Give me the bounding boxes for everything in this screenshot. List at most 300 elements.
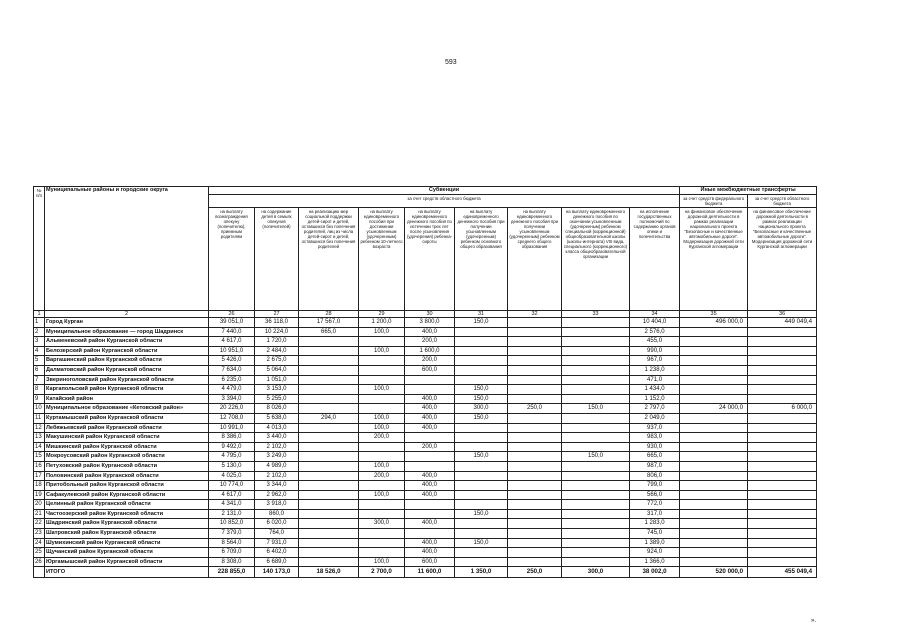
column-header-34: на исполнение государственных полномочий по содержанию органов опеки и попечительства [630,208,680,311]
value-cell: 2 700,0 [359,567,405,578]
value-cell [455,356,508,366]
district-name: Частоозерский район Курганской области [45,509,209,519]
value-cell: 8 026,0 [255,404,299,414]
value-cell [680,413,748,423]
column-header-35: на финансовое обеспечение дорожной деятельности в рамках реализации национального проекта "Безопасные и качественные автомобильные дороги". Модернизация дорожной сети Курганской агломерации [680,208,748,311]
column-number: 1 [34,311,45,318]
row-number: 24 [34,538,45,548]
value-cell: 10 951,0 [209,346,255,356]
value-cell [680,557,748,567]
value-cell [680,346,748,356]
row-number: 15 [34,452,45,462]
value-cell: 449 049,4 [748,318,817,328]
value-cell: 18 526,0 [299,567,359,578]
value-cell: 150,0 [455,413,508,423]
value-cell [508,529,562,539]
value-cell [562,413,630,423]
value-cell [680,548,748,558]
value-cell: 860,0 [255,509,299,519]
column-header-27: на содержание детей в семьях опекунов (попечителей) [255,208,299,311]
value-cell: 400,0 [405,538,455,548]
value-cell: 36 118,0 [255,318,299,328]
district-name: Щучанский район Курганской области [45,548,209,558]
value-cell: 4 341,0 [209,500,255,510]
value-cell [455,442,508,452]
value-cell: 455,0 [630,337,680,347]
row-number [34,567,45,578]
value-cell: 17 567,0 [299,318,359,328]
value-cell: 6 709,0 [209,548,255,558]
value-cell: 2 049,0 [630,413,680,423]
value-cell: 2 962,0 [255,490,299,500]
row-number: 5 [34,356,45,366]
table-row [34,394,817,404]
value-cell [680,509,748,519]
table-row [34,318,817,328]
value-cell: 1 434,0 [630,385,680,395]
value-cell: 400,0 [405,423,455,433]
value-cell [299,404,359,414]
value-cell [405,461,455,471]
value-cell [748,394,817,404]
column-header-32: на выплату единовременного денежного пособия при получении усыновленным (удочеренным) ребенком среднего общего образования [508,208,562,311]
row-number: 4 [34,346,45,356]
row-number: 14 [34,442,45,452]
value-cell [508,490,562,500]
row-number: 11 [34,413,45,423]
value-cell [562,509,630,519]
value-cell: 150,0 [455,394,508,404]
district-name: Юргамышский район Курганской области [45,557,209,567]
table-row [34,404,817,414]
district-name: Белозерский район Курганской области [45,346,209,356]
table-row [34,538,817,548]
value-cell [299,529,359,539]
value-cell [562,433,630,443]
value-cell: 1 283,0 [630,519,680,529]
value-cell [748,548,817,558]
value-cell: 2 131,0 [209,509,255,519]
column-header-30: на выплату единовременного денежного пособия по истечении трех лет после усыновления (удочерения) ребенка-сироты [405,208,455,311]
value-cell [455,529,508,539]
value-cell: 764,0 [255,529,299,539]
row-number: 7 [34,375,45,385]
value-cell: 471,0 [630,375,680,385]
value-cell: 566,0 [630,490,680,500]
value-cell [508,500,562,510]
value-cell: 4 479,0 [209,385,255,395]
value-cell [299,481,359,491]
value-cell [562,529,630,539]
value-cell [508,433,562,443]
value-cell [359,500,405,510]
column-number: 29 [359,311,405,318]
value-cell [299,375,359,385]
value-cell: 400,0 [405,481,455,491]
value-cell: 7 440,0 [209,327,255,337]
value-cell: 455 049,4 [748,567,817,578]
value-cell: 6 402,0 [255,548,299,558]
value-cell: 806,0 [630,471,680,481]
subsidies-header: Субвенции [209,187,680,195]
value-cell: 8 308,0 [209,557,255,567]
district-name: Шатровский район Курганской области [45,529,209,539]
value-cell [359,538,405,548]
value-cell [680,394,748,404]
value-cell: 6 020,0 [255,519,299,529]
row-number: 26 [34,557,45,567]
row-number: 8 [34,385,45,395]
value-cell: 3 249,0 [255,452,299,462]
value-cell [562,318,630,328]
value-cell [680,461,748,471]
column-number: 2 [45,311,209,318]
table-row [34,346,817,356]
value-cell: 496 000,0 [680,318,748,328]
value-cell: 1 389,0 [630,538,680,548]
value-cell [680,452,748,462]
row-number: 6 [34,365,45,375]
value-cell: 7 931,0 [255,538,299,548]
value-cell: 400,0 [405,413,455,423]
value-cell [508,423,562,433]
value-cell: 987,0 [630,461,680,471]
value-cell: 665,0 [299,327,359,337]
value-cell [405,529,455,539]
value-cell [299,394,359,404]
row-number: 17 [34,471,45,481]
value-cell [455,519,508,529]
value-cell: 745,0 [630,529,680,539]
value-cell: 300,0 [562,567,630,578]
value-cell [562,442,630,452]
value-cell [455,327,508,337]
value-cell: 250,0 [508,567,562,578]
value-cell [299,519,359,529]
district-name: Петуховский район Курганской области [45,461,209,471]
column-number: 32 [508,311,562,318]
value-cell [455,423,508,433]
value-cell: 600,0 [405,557,455,567]
value-cell [508,375,562,385]
value-cell: 930,0 [630,442,680,452]
table-row [34,327,817,337]
value-cell: 1 720,0 [255,337,299,347]
column-header-26: на выплату вознаграждения опекуну (попечителю), приемным родителям [209,208,255,311]
value-cell: 400,0 [405,490,455,500]
table-row [34,337,817,347]
value-cell: 665,0 [630,452,680,462]
table-row [34,356,817,366]
value-cell: 4 617,0 [209,490,255,500]
value-cell [748,346,817,356]
value-cell [508,346,562,356]
value-cell: 10 852,0 [209,519,255,529]
value-cell: 2 484,0 [255,346,299,356]
value-cell [508,471,562,481]
row-number: 25 [34,548,45,558]
value-cell [680,433,748,443]
table-row [34,500,817,510]
value-cell [299,538,359,548]
value-cell [455,490,508,500]
value-cell [562,548,630,558]
value-cell: 150,0 [455,318,508,328]
value-cell: 799,0 [630,481,680,491]
value-cell: 5 064,0 [255,365,299,375]
value-cell [405,452,455,462]
value-cell: 150,0 [562,404,630,414]
value-cell [359,481,405,491]
column-number: 30 [405,311,455,318]
row-number: 1 [34,318,45,328]
value-cell: 2 102,0 [255,471,299,481]
value-cell [359,337,405,347]
subsidies-table [33,186,817,578]
regional-budget-header: за счет средств областного бюджета [209,195,680,208]
value-cell [299,509,359,519]
value-cell [748,452,817,462]
column-header-31: на выплату единовременного денежного пособия при получении усыновленным (удочеренным) ребенком основного общего образования [455,208,508,311]
value-cell [359,442,405,452]
district-name: Макушинский район Курганской области [45,433,209,443]
value-cell: 12 708,0 [209,413,255,423]
table-row [34,481,817,491]
row-number: 18 [34,481,45,491]
other-transfers-header: Иные межбюджетные трансферты [680,187,817,195]
district-name: Каргапольский район Курганской области [45,385,209,395]
value-cell [508,385,562,395]
value-cell: 3 440,0 [255,433,299,443]
value-cell [455,557,508,567]
row-number: 2 [34,327,45,337]
value-cell [508,394,562,404]
row-number: 9 [34,394,45,404]
value-cell: 8 386,0 [209,433,255,443]
district-name: Шумихинский район Курганской области [45,538,209,548]
table-row [34,529,817,539]
page-number: 593 [445,59,457,66]
value-cell [405,433,455,443]
value-cell: 2 102,0 [255,442,299,452]
table-row [34,423,817,433]
value-cell [455,433,508,443]
value-cell: 3 918,0 [255,500,299,510]
value-cell [359,365,405,375]
row-number: 20 [34,500,45,510]
value-cell [455,461,508,471]
table-row [34,375,817,385]
value-cell: 300,0 [359,519,405,529]
value-cell [455,346,508,356]
value-cell: 100,0 [359,385,405,395]
value-cell: 400,0 [405,394,455,404]
value-cell: 100,0 [359,557,405,567]
value-cell [359,509,405,519]
value-cell [508,442,562,452]
row-number: 3 [34,337,45,347]
value-cell: 8 564,0 [209,538,255,548]
value-cell: 400,0 [405,327,455,337]
column-header-33: на выплату единовременного денежного пособия по окончании усыновленным (удочеренным) ребенком специальной (коррекционной) общеобразовательной школы (школы-интерната) VIII вида, специального (коррекционного) класса общеобразовательной организации [562,208,630,311]
value-cell: 10 991,0 [209,423,255,433]
value-cell: 150,0 [455,385,508,395]
value-cell [748,356,817,366]
table-row [34,509,817,519]
table-row [34,519,817,529]
value-cell [562,365,630,375]
district-name: Мокроусовский район Курганской области [45,452,209,462]
value-cell [508,538,562,548]
district-name: Муниципальное образование «Кетовский район» [45,404,209,414]
row-number: 12 [34,423,45,433]
value-cell: 600,0 [405,365,455,375]
table-row [34,471,817,481]
value-cell: 1 238,0 [630,365,680,375]
value-cell [508,413,562,423]
value-cell: 990,0 [630,346,680,356]
value-cell [680,481,748,491]
value-cell [562,538,630,548]
value-cell [508,452,562,462]
value-cell: 400,0 [405,404,455,414]
district-name: Мишкинский район Курганской области [45,442,209,452]
value-cell [508,519,562,529]
row-number: 10 [34,404,45,414]
value-cell [680,365,748,375]
row-number: 16 [34,461,45,471]
district-name: Альменевский район Курганской области [45,337,209,347]
column-number: 28 [299,311,359,318]
district-name: Куртамышский район Курганской области [45,413,209,423]
value-cell [562,327,630,337]
value-cell: 6 689,0 [255,557,299,567]
value-cell [299,442,359,452]
value-cell [405,500,455,510]
value-cell: 100,0 [359,461,405,471]
value-cell: 294,0 [299,413,359,423]
value-cell [562,385,630,395]
value-cell: 9 492,0 [209,442,255,452]
table-row [34,385,817,395]
value-cell [299,452,359,462]
value-cell [748,557,817,567]
value-cell: 1 366,0 [630,557,680,567]
value-cell: 100,0 [359,346,405,356]
value-cell: 200,0 [359,433,405,443]
value-cell [508,337,562,347]
value-cell [562,394,630,404]
value-cell [562,490,630,500]
value-cell: 100,0 [359,490,405,500]
value-cell [562,356,630,366]
regional-source-header: за счет средств областного бюджета [748,195,817,208]
row-number: 13 [34,433,45,443]
value-cell [748,433,817,443]
district-name: Шадринский район Курганской области [45,519,209,529]
row-number: 21 [34,509,45,519]
value-cell: 100,0 [359,423,405,433]
district-name: Варгашинский район Курганской области [45,356,209,366]
value-cell [299,423,359,433]
value-cell [748,423,817,433]
value-cell [748,529,817,539]
value-cell: 20 226,0 [209,404,255,414]
value-cell [359,529,405,539]
row-number: 22 [34,519,45,529]
value-cell [748,519,817,529]
value-cell: 1 600,0 [405,346,455,356]
value-cell: 5 130,0 [209,461,255,471]
value-cell: 5 426,0 [209,356,255,366]
value-cell [508,327,562,337]
value-cell: 4 989,0 [255,461,299,471]
district-name: Далматовский район Курганской области [45,365,209,375]
value-cell [680,471,748,481]
value-cell [748,461,817,471]
value-cell [359,404,405,414]
value-cell [359,394,405,404]
value-cell [680,442,748,452]
value-cell [680,423,748,433]
value-cell: 3 153,0 [255,385,299,395]
value-cell: 38 002,0 [630,567,680,578]
value-cell [508,548,562,558]
value-cell: 924,0 [630,548,680,558]
column-number: 26 [209,311,255,318]
value-cell [299,461,359,471]
value-cell [299,471,359,481]
value-cell [748,500,817,510]
value-cell [562,337,630,347]
table-row [34,433,817,443]
table-row [34,442,817,452]
value-cell [508,356,562,366]
table-row [34,452,817,462]
value-cell [299,385,359,395]
value-cell [680,519,748,529]
value-cell [299,490,359,500]
value-cell [748,471,817,481]
value-cell [562,481,630,491]
value-cell [455,471,508,481]
value-cell [508,365,562,375]
value-cell: 200,0 [405,337,455,347]
value-cell [748,337,817,347]
value-cell: 5 255,0 [255,394,299,404]
value-cell: 3 800,0 [405,318,455,328]
value-cell: 4 025,0 [209,471,255,481]
value-cell [455,337,508,347]
value-cell [405,509,455,519]
value-cell: 2 675,0 [255,356,299,366]
federal-source-header: за счет средств федерального бюджета [680,195,748,208]
col-number-header: № п/п [34,187,45,311]
value-cell [405,385,455,395]
value-cell [299,346,359,356]
value-cell [748,481,817,491]
district-name: Целинный район Курганской области [45,500,209,510]
value-cell [680,385,748,395]
value-cell: 39 051,0 [209,318,255,328]
value-cell [455,375,508,385]
value-cell: 200,0 [405,356,455,366]
col-name-header: Муниципальные районы и городские округа [45,187,209,311]
value-cell [680,327,748,337]
value-cell: 7 379,0 [209,529,255,539]
value-cell: 24 000,0 [680,404,748,414]
value-cell: 3 394,0 [209,394,255,404]
